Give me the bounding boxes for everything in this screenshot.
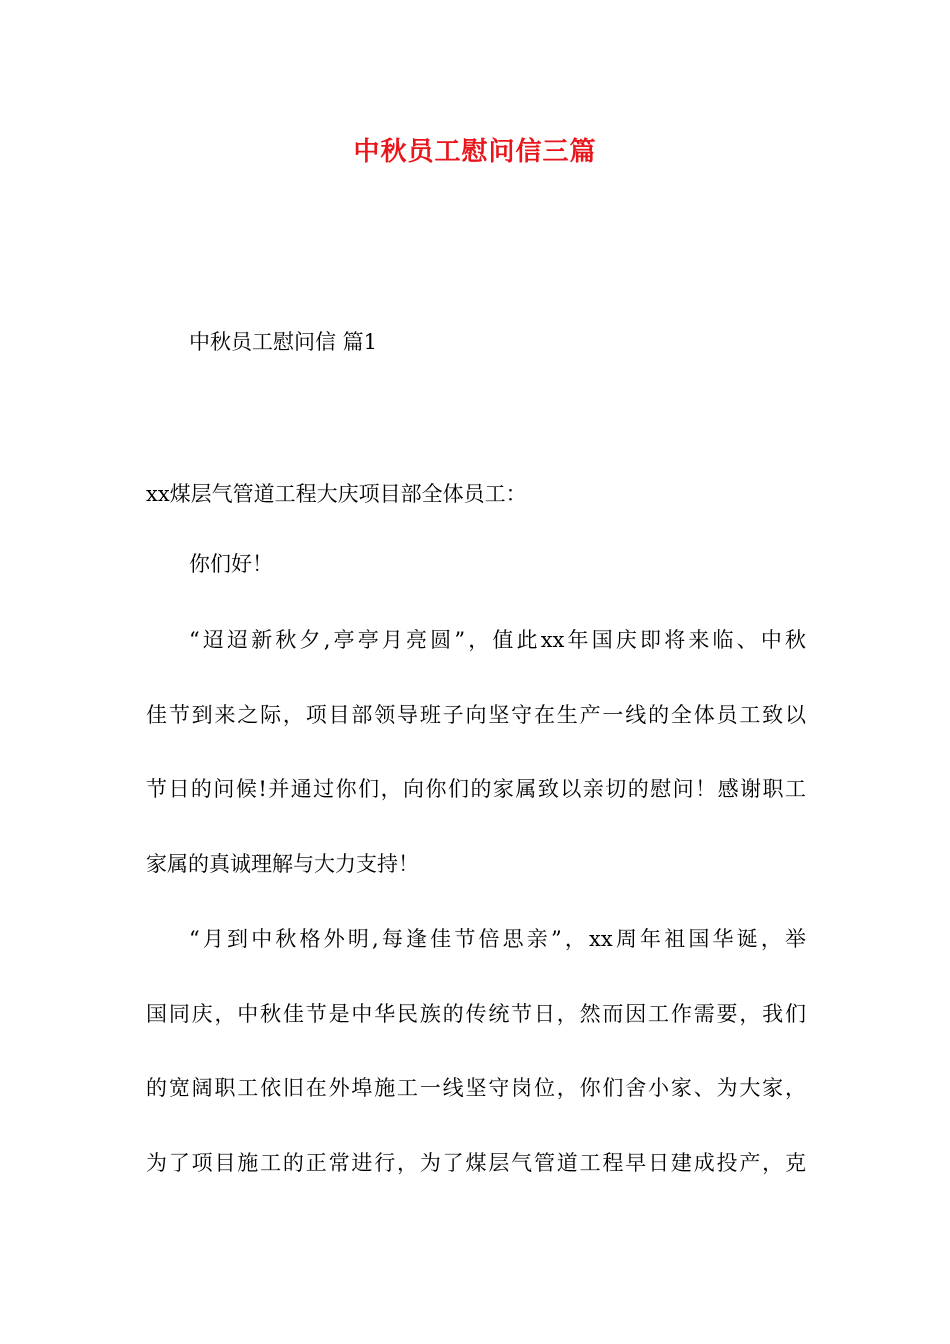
paragraph-1-line-1: “迢迢新秋夕,亭亭月亮圆”，值此xx年国庆即将来临、中秋: [189, 628, 806, 652]
paragraph-1-line-3: 节日的问候!并通过你们，向你们的家属致以亲切的慰问！感谢职工: [146, 777, 806, 801]
paragraph-2-line-1: “月到中秋格外明,每逢佳节倍思亲”，xx周年祖国华诞，举: [189, 927, 806, 951]
document-title: 中秋员工慰问信三篇: [353, 137, 597, 167]
paragraph-2-line-3: 的宽阔职工依旧在外埠施工一线坚守岗位，你们舍小家、为大家，: [146, 1076, 806, 1100]
greeting: 你们好！: [189, 552, 273, 576]
paragraph-2-line-4: 为了项目施工的正常进行，为了煤层气管道工程早日建成投产，克: [146, 1151, 806, 1175]
paragraph-1-line-2: 佳节到来之际，项目部领导班子向坚守在生产一线的全体员工致以: [146, 703, 806, 727]
paragraph-2-line-2: 国同庆，中秋佳节是中华民族的传统节日，然而因工作需要，我们: [146, 1002, 806, 1026]
section-heading: 中秋员工慰问信 篇1: [189, 330, 378, 354]
salutation: xx煤层气管道工程大庆项目部全体员工：: [146, 482, 527, 506]
paragraph-1-line-4: 家属的真诚理解与大力支持！: [146, 852, 419, 876]
